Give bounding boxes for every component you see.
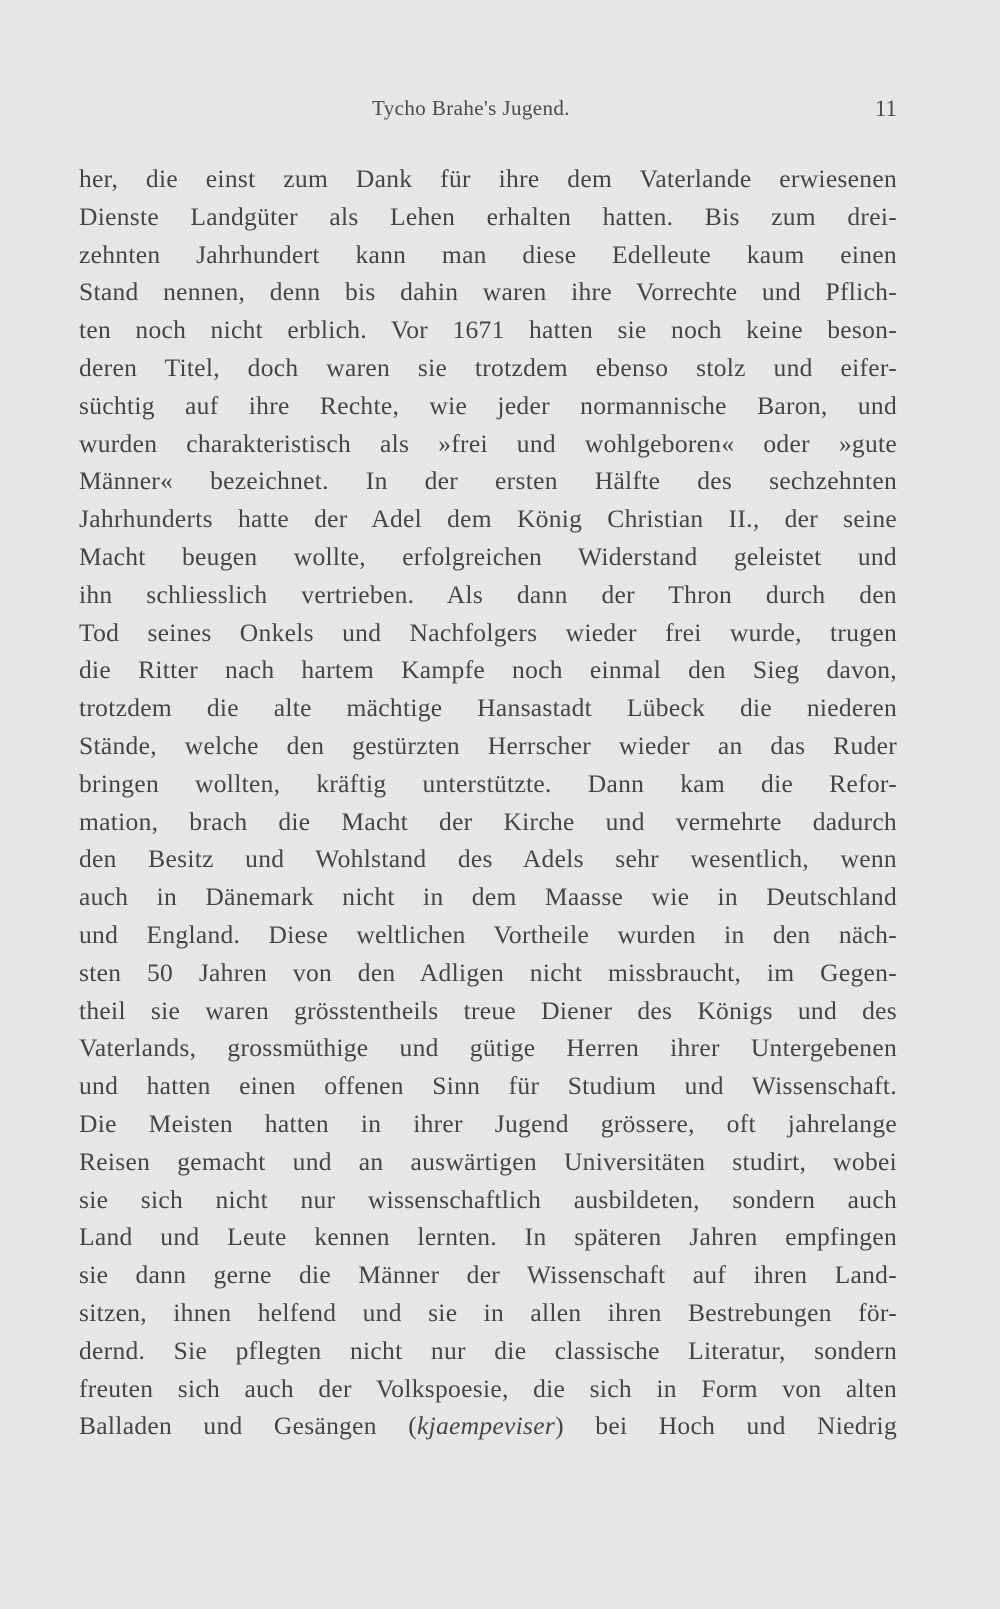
text-line: Jahrhunderts hatte der Adel dem König Christian II., der seine — [79, 504, 897, 534]
text-line: Die Meisten hatten in ihrer Jugend grössere, oft jahrelange — [79, 1108, 897, 1138]
text-line: dernd. Sie pflegten nicht nur die classische Literatur, sondern — [79, 1335, 897, 1365]
last-line-end: ) bei Hoch und Niedrig — [555, 1411, 897, 1441]
text-line: deren Titel, doch waren sie trotzdem ebenso stolz und eifer- — [79, 352, 897, 382]
text-line: Vaterlands, grossmüthige und gütige Herren ihrer Untergebenen — [79, 1033, 897, 1063]
body-text — [79, 160, 897, 1445]
text-line: sie sich nicht nur wissenschaftlich ausbildeten, sondern auch — [79, 1184, 897, 1214]
text-line: ten noch nicht erblich. Vor 1671 hatten sie noch keine beson- — [79, 315, 897, 345]
page-number: 11 — [874, 96, 897, 121]
text-line: ihn schliesslich vertrieben. Als dann der Thron durch den — [79, 579, 897, 609]
text-line: trotzdem die alte mächtige Hansastadt Lübeck die niederen — [79, 693, 897, 723]
text-line: freuten sich auch der Volkspoesie, die sich in Form von alten — [79, 1373, 897, 1403]
text-line: Tod seines Onkels und Nachfolgers wieder frei wurde, trugen — [79, 617, 897, 647]
text-line: auch in Dänemark nicht in dem Maasse wie in Deutschland — [79, 882, 897, 912]
text-line: den Besitz und Wohlstand des Adels sehr wesentlich, wenn — [79, 844, 897, 874]
text-line: Reisen gemacht und an auswärtigen Universitäten studirt, wobei — [79, 1146, 897, 1176]
text-line: und England. Diese weltlichen Vortheile wurden in den näch- — [79, 919, 897, 949]
italic-term: kjaempeviser — [417, 1411, 556, 1441]
text-line: zehnten Jahrhundert kann man diese Edelleute kaum einen — [79, 239, 897, 269]
text-line: her, die einst zum Dank für ihre dem Vaterlande erwiesenen — [79, 164, 897, 193]
text-line: die Ritter nach hartem Kampfe noch einmal den Sieg davon, — [79, 655, 897, 685]
text-line: süchtig auf ihre Rechte, wie jeder normannische Baron, und — [79, 390, 897, 420]
text-line: wurden charakteristisch als »frei und wohlgeboren« oder »gute — [79, 428, 897, 458]
text-line-last — [79, 1407, 897, 1445]
text-line: und hatten einen offenen Sinn für Studium und Wissenschaft. — [79, 1071, 897, 1101]
text-line: Männer« bezeichnet. In der ersten Hälfte des sechzehnten — [79, 466, 897, 496]
text-line: theil sie waren grösstentheils treue Diener des Königs und des — [79, 995, 897, 1025]
running-head — [0, 96, 1000, 126]
text-line: Stand nennen, denn bis dahin waren ihre Vorrechte und Pflich- — [79, 277, 897, 307]
text-line: sie dann gerne die Männer der Wissenschaft auf ihren Land- — [79, 1260, 897, 1290]
text-line: mation, brach die Macht der Kirche und vermehrte dadurch — [79, 806, 897, 836]
last-line-start: Balladen und Gesängen ( — [79, 1411, 417, 1441]
text-line: Land und Leute kennen lernten. In späteren Jahren empfingen — [79, 1222, 897, 1252]
running-title: Tycho Brahe's Jugend. — [372, 96, 570, 120]
text-line: bringen wollten, kräftig unterstützte. Dann kam die Refor- — [79, 768, 897, 798]
text-line: Macht beugen wollte, erfolgreichen Widerstand geleistet und — [79, 541, 897, 571]
text-line: Dienste Landgüter als Lehen erhalten hatten. Bis zum drei- — [79, 201, 897, 231]
text-line: Stände, welche den gestürzten Herrscher wieder an das Ruder — [79, 730, 897, 760]
text-line: sitzen, ihnen helfend und sie in allen ihren Bestrebungen för- — [79, 1297, 897, 1327]
text-line: sten 50 Jahren von den Adligen nicht missbraucht, im Gegen- — [79, 957, 897, 987]
